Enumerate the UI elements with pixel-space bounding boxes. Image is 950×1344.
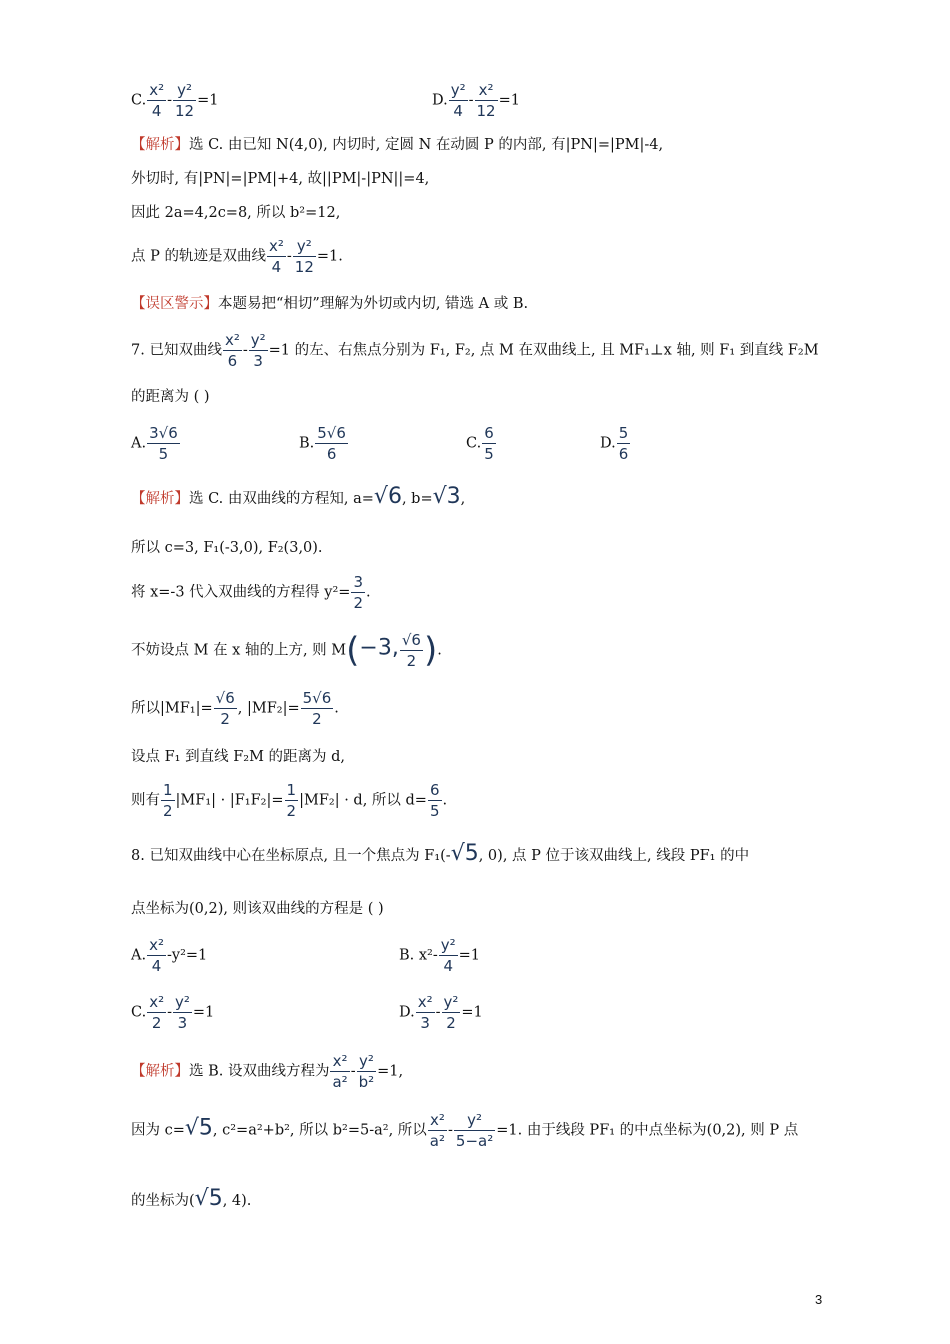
fraction: $\frac{3√6}{5}$	[149, 424, 178, 463]
q7-stem-line2: 的距离为 ( )	[131, 389, 210, 405]
q6-answer-line4: 点 P 的轨迹是双曲线 $\frac{\text{x²}}{4}$ - $\frac{\text{y²}}{12}$ =1.	[131, 237, 343, 276]
fraction: $\frac{5√6}{6}$	[317, 424, 346, 463]
fraction: $\frac{\text{x²}}{3}$	[417, 993, 433, 1032]
q8-option-d: D. $\frac{\text{x²}}{3}$ - $\frac{\text{y²}}{2}$ =1	[399, 993, 483, 1032]
q8-answer-line2: 因为 c=√5, c²=a²+b², 所以 b²=5-a², 所以 $\frac{\text{x²}}{\text{a²}}$ - $\frac{\text{y²}}{\text{5−a²}}$ =1. 由于线段 PF₁ 的中点坐标为(0,2), 则 P 点	[131, 1111, 799, 1150]
fraction: $\frac{\text{x²}}{12}$	[476, 81, 496, 120]
sqrt-3: √3	[432, 484, 461, 509]
q7-answer-line7: 则有 $\frac{1}{2}$ |MF₁| · |F₁F₂|= $\frac{1}{2}$ |MF₂| · d, 所以 d= $\frac{6}{5}$ .	[131, 781, 448, 820]
q7-answer-line6: 设点 F₁ 到直线 F₂M 的距离为 d,	[131, 749, 346, 765]
q7-answer-line4: 不妨设点 M 在 x 轴的上方, 则 M(−3, $\frac{√6}{2}$ ).	[131, 630, 442, 671]
sqrt-5: √5	[450, 841, 479, 866]
q7-option-a: A. $\frac{3√6}{5}$	[131, 424, 178, 463]
analysis-tag: 【解析】	[131, 137, 189, 153]
q8-answer-line1: 【解析】选 B. 设双曲线方程为 $\frac{\text{x²}}{\text{a²}}$ - $\frac{\text{y²}}{\text{b²}}$ =1,	[131, 1052, 404, 1091]
sqrt-5: √5	[194, 1186, 223, 1211]
q6-warning: 【误区警示】本题易把“相切”理解为外切或内切, 错选 A 或 B.	[131, 296, 529, 312]
q8-stem-line1: 8. 已知双曲线中心在坐标原点, 且一个焦点为 F₁(-√5, 0), 点 P 位于该双曲线上, 线段 PF₁ 的中	[131, 841, 750, 866]
fraction: $\frac{\text{y²}}{\text{5−a²}}$	[455, 1111, 494, 1150]
q8-option-c: C. $\frac{\text{x²}}{2}$ - $\frac{\text{y²}}{3}$ =1	[131, 993, 215, 1032]
fraction: $\frac{\text{x²}}{\text{a²}}$	[429, 1111, 445, 1150]
fraction: $\frac{\text{x²}}{\text{a²}}$	[332, 1052, 348, 1091]
fraction: $\frac{\text{x²}}{4}$	[149, 81, 165, 120]
q6-answer-line3: 因此 2a=4,2c=8, 所以 b²=12,	[131, 205, 341, 221]
fraction: $\frac{5}{6}$	[618, 424, 629, 463]
q6-option-c: C. $\frac{\text{x²}}{4}$ - $\frac{\text{y²}}{12}$ =1	[131, 81, 219, 120]
sqrt-6: √6	[373, 484, 402, 509]
fraction: $\frac{\text{x²}}{2}$	[149, 993, 165, 1032]
q7-option-c: C. $\frac{6}{5}$	[466, 424, 494, 463]
q7-answer-line2: 所以 c=3, F₁(-3,0), F₂(3,0).	[131, 540, 323, 556]
q7-answer-line5: 所以|MF₁|= $\frac{√6}{2}$ , |MF₂|= $\frac{5√6}{2}$ .	[131, 689, 339, 728]
fraction: $\frac{\text{y²}}{4}$	[450, 81, 466, 120]
fraction: $\frac{\text{x²}}{4}$	[149, 936, 164, 975]
fraction: $\frac{6}{5}$	[484, 424, 494, 463]
fraction: $\frac{1}{2}$	[286, 781, 297, 820]
fraction: $\frac{\text{y²}}{2}$	[443, 993, 459, 1032]
q7-answer-line1: 【解析】选 C. 由双曲线的方程知, a=√6, b=√3,	[131, 484, 466, 509]
q8-stem-line2: 点坐标为(0,2), 则该双曲线的方程是 ( )	[131, 901, 384, 917]
fraction: $\frac{√6}{2}$	[215, 689, 235, 728]
q6-answer-line2: 外切时, 有|PN|=|PM|+4, 故||PM|-|PN||=4,	[131, 171, 430, 187]
q7-answer-line3: 将 x=-3 代入双曲线的方程得 y²= $\frac{3}{2}$ .	[131, 573, 371, 612]
fraction: $\frac{\text{x²}}{6}$	[224, 331, 240, 370]
q6-option-d: D. $\frac{\text{y²}}{4}$ - $\frac{\text{x²}}{12}$ =1	[432, 81, 520, 120]
q8-option-b: B. x²- $\frac{\text{y²}}{4}$ =1	[399, 936, 481, 975]
warning-tag: 【误区警示】	[131, 296, 218, 312]
q7-option-b: B. $\frac{5√6}{6}$	[299, 424, 346, 463]
q6-answer-line1: 【解析】选 C. 由已知 N(4,0), 内切时, 定圆 N 在动圆 P 的内部, 有|PN|=|PM|-4,	[131, 137, 664, 153]
fraction: $\frac{√6}{2}$	[401, 631, 421, 670]
analysis-tag: 【解析】	[131, 1063, 189, 1080]
analysis-tag: 【解析】	[131, 491, 189, 507]
option-label: C.	[131, 92, 147, 109]
sqrt-5: √5	[184, 1115, 213, 1141]
fraction: $\frac{3}{2}$	[353, 573, 363, 612]
q8-option-a: A. $\frac{\text{x²}}{4}$ -y²=1	[131, 936, 208, 975]
fraction: $\frac{\text{y²}}{4}$	[440, 936, 456, 975]
q7-stem-line1: 7. 已知双曲线 $\frac{\text{x²}}{6}$ - $\frac{\text{y²}}{3}$ =1 的左、右焦点分别为 F₁, F₂, 点 M 在双曲线上, 且 MF₁⊥x 轴, 则 F₁ 到直线 F₂M	[131, 331, 819, 370]
fraction: $\frac{1}{2}$	[163, 781, 173, 820]
fraction: $\frac{\text{y²}}{3}$	[174, 993, 190, 1032]
fraction: $\frac{\text{x²}}{4}$	[268, 237, 284, 276]
fraction: $\frac{\text{y²}}{3}$	[250, 331, 266, 370]
page-number: 3	[815, 1292, 823, 1307]
option-label: D.	[432, 92, 448, 109]
q8-answer-line3: 的坐标为(√5, 4).	[131, 1186, 252, 1211]
fraction: $\frac{\text{y²}}{\text{b²}}$	[358, 1052, 375, 1091]
q7-option-d: D. $\frac{5}{6}$	[600, 424, 629, 463]
fraction: $\frac{\text{y²}}{12}$	[174, 81, 195, 120]
fraction: $\frac{\text{y²}}{12}$	[294, 237, 314, 276]
fraction: $\frac{5√6}{2}$	[302, 689, 332, 728]
fraction: $\frac{6}{5}$	[429, 781, 440, 820]
